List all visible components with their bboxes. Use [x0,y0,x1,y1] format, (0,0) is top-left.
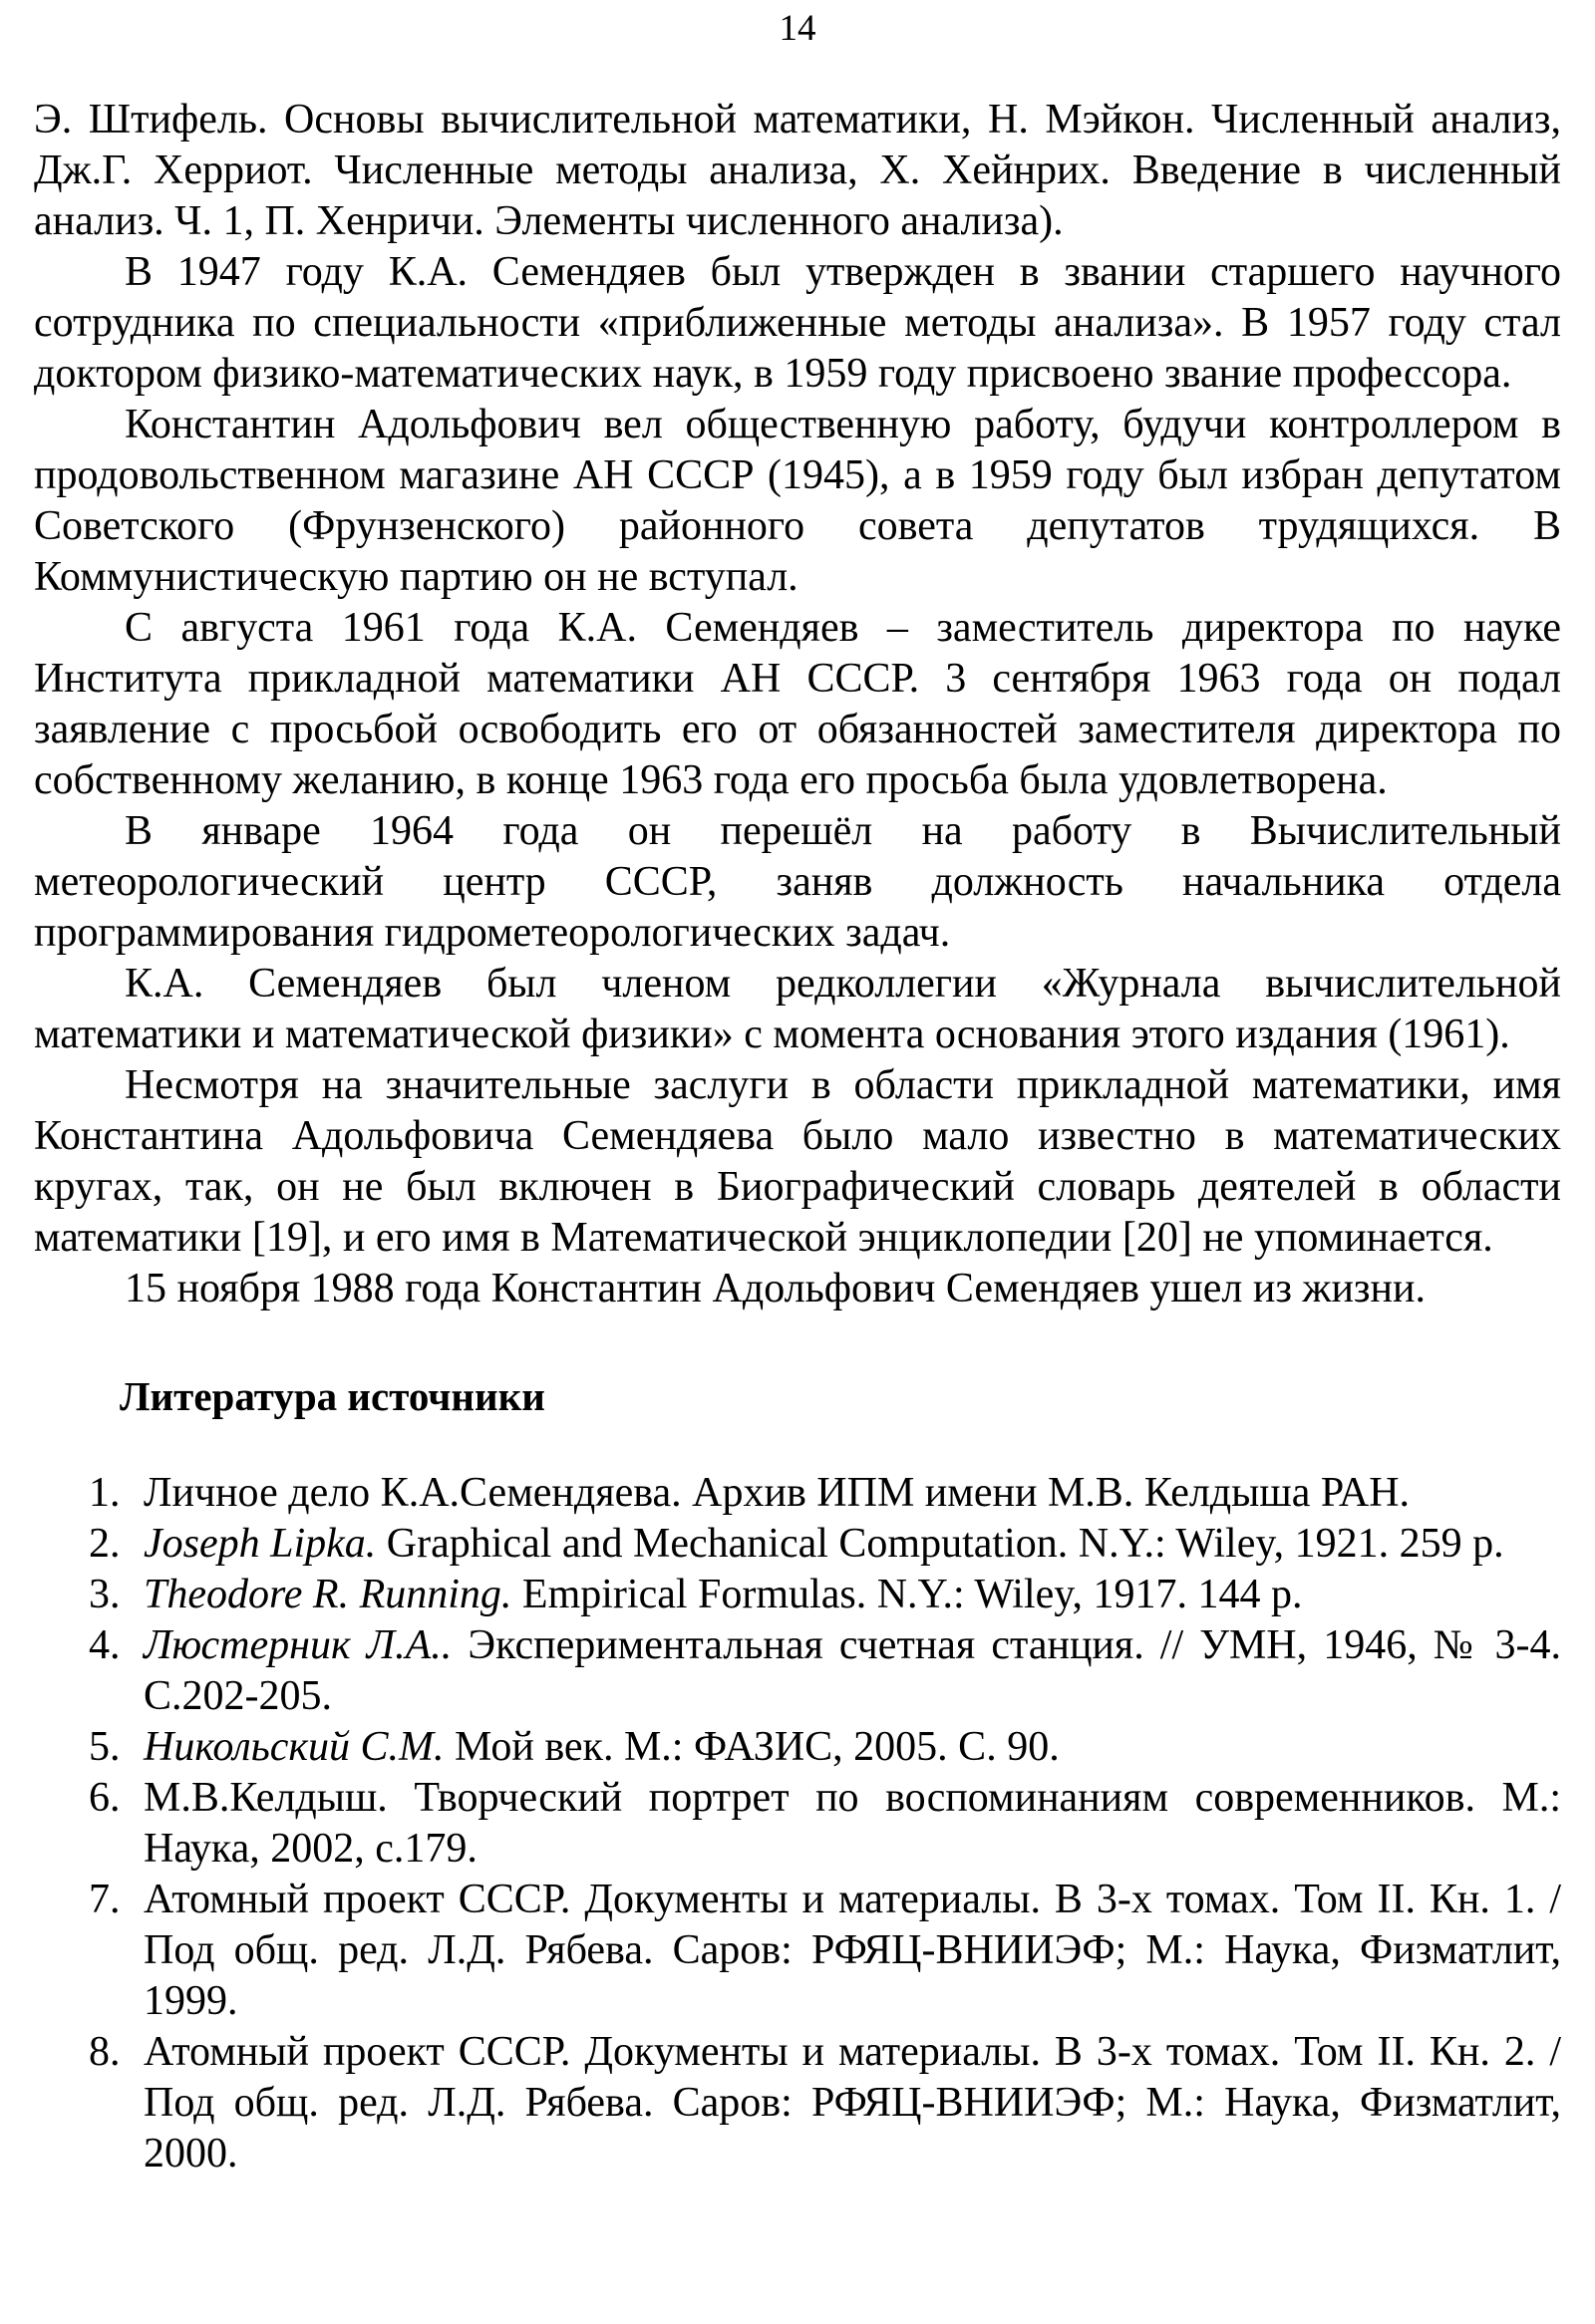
reference-item [34,1570,1561,1620]
reference-number: 3. [89,1572,121,1617]
reference-item [34,1620,1561,1722]
reference-author: Никольский С.М. [144,1724,445,1770]
reference-item [34,2027,1561,2179]
reference-item [34,1773,1561,1875]
paragraph-5: В январе 1964 года он перешёл на работу в Вычислительный метеорологический центр СССР, заняв должность начальника отдела программирования гидрометеорологических задач. [34,808,1561,956]
reference-text: Мой век. М.: ФАЗИС, 2005. С. 90. [444,1724,1060,1770]
reference-text: Экспериментальная счетная станция. // УМН, 1946, № 3-4. С.202-205. [144,1622,1561,1719]
reference-text: Атомный проект СССР. Документы и материалы. В 3-х томах. Том II. Кн. 2. / Под общ. ред. Л.Д. Рябева. Саров: РФЯЦ-ВНИИЭФ; М.: Наука, Физматлит, 2000. [144,2029,1561,2177]
reference-number: 8. [89,2029,121,2075]
paragraph-7: Несмотря на значительные заслуги в области прикладной математики, имя Константина Адольфовича Семендяева было мало известно в математических кругах, так, он не был включен в Биографический словарь деятелей в области математики [19], и его имя в Математической энциклопедии [20] не упоминается. [34,1062,1561,1261]
references-list [34,1468,1561,2179]
reference-text: Graphical and Mechanical Computation. N.Y.: Wiley, 1921. 259 p. [376,1521,1504,1567]
reference-number: 6. [89,1775,121,1821]
paragraph-8: 15 ноября 1988 года Константин Адольфович Семендяев ушел из жизни. [125,1266,1426,1311]
reference-text: М.В.Келдыш. Творческий портрет по воспоминаниям современников. М.: Наука, 2002, с.179. [144,1775,1561,1872]
reference-text: Личное дело К.А.Семендяева. Архив ИПМ имени М.В. Келдыша РАН. [144,1470,1411,1516]
page-number: 14 [779,8,816,49]
reference-number: 4. [89,1622,121,1668]
reference-number: 2. [89,1521,121,1567]
reference-text: Empirical Formulas. N.Y.: Wiley, 1917. 144 p. [511,1572,1303,1617]
reference-number: 7. [89,1877,121,1922]
paragraph-1: Э. Штифель. Основы вычислительной математики, Н. Мэйкон. Численный анализ, Дж.Г. Херриот. Численные методы анализа, Х. Хейнрих. Введение в численный анализ. Ч. 1, П. Хенричи. Элементы численного анализа). [34,97,1561,244]
paragraph-4: С августа 1961 года К.А. Семендяев – заместитель директора по науке Института прикладной математики АН СССР. 3 сентября 1963 года он подал заявление с просьбой освободить его от обязанностей заместителя директора по собственному желанию, в конце 1963 года его просьба была удовлетворена. [34,605,1561,803]
reference-text: Атомный проект СССР. Документы и материалы. В 3-х томах. Том II. Кн. 1. / Под общ. ред. Л.Д. Рябева. Саров: РФЯЦ-ВНИИЭФ; М.: Наука, Физматлит, 1999. [144,1877,1561,2024]
reference-item [34,1875,1561,2027]
reference-number: 5. [89,1724,121,1770]
paragraph-3: Константин Адольфович вел общественную работу, будучи контроллером в продовольственном магазине АН СССР (1945), а в 1959 году был избран депутатом Советского (Фрунзенского) районного совета депутатов трудящихся. В Коммунистическую партию он не вступал. [34,402,1561,600]
reference-author: Joseph Lipka. [144,1521,377,1567]
reference-author: Люстерник Л.А.. [144,1622,453,1668]
body-text [34,95,1561,1314]
reference-item [34,1519,1561,1570]
references-heading: Литература источники [120,1373,545,1419]
paragraph-2: В 1947 году К.А. Семендяев был утвержден в звании старшего научного сотрудника по специальности «приближенные методы анализа». В 1957 году стал доктором физико-математических наук, в 1959 году присвоено звание профессора. [34,249,1561,397]
reference-item [34,1722,1561,1773]
reference-number: 1. [89,1470,121,1516]
paragraph-6: К.А. Семендяев был членом редколлегии «Журнала вычислительной математики и математической физики» с момента основания этого издания (1961). [34,961,1561,1057]
reference-author: Theodore R. Running. [144,1572,512,1617]
reference-item [34,1468,1561,1519]
